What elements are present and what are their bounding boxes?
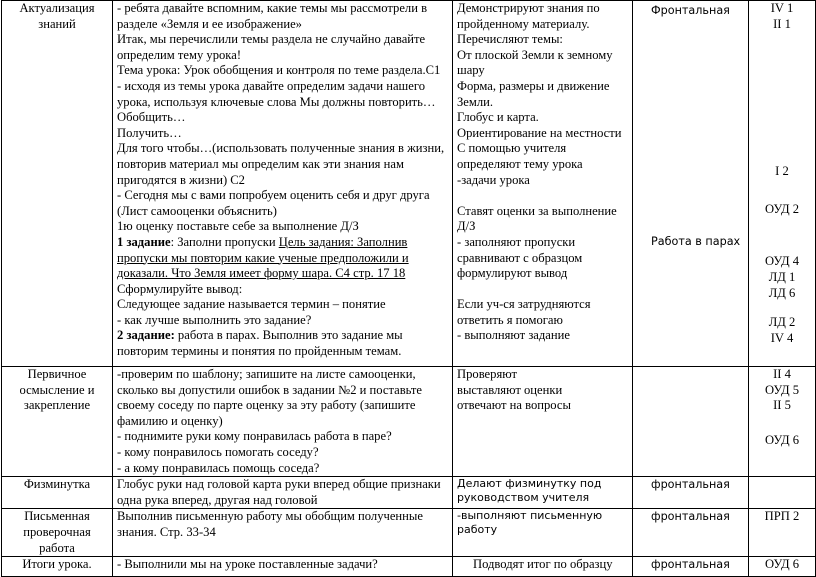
stage-label: Итоги урока. [22,557,92,572]
student-activity-cell [453,477,633,509]
stage-cell [2,477,113,509]
work-form-cell [633,557,749,577]
student-activity-cell [453,367,633,477]
student-line: С помощью учителя определяют тему урока [457,141,583,171]
student-line: Делают физминутку под руководством учителя [457,477,602,505]
table-row [2,557,816,577]
student-line: - заполняют пропуски сравнивают с образцом формулируют вывод [457,234,583,281]
teacher-line: Для того чтобы…(использовать полученные знания в жизни, повторив материал мы определим как эти знания нам пригодятся в жизни) С2 [117,141,445,187]
stage-label: Письменная проверочная работа [23,509,91,555]
result-code: II 4 [773,367,791,381]
result-code: ПРП 2 [764,509,800,524]
student-activity-cell [453,509,633,557]
work-form-label: Фронтальная [651,4,730,17]
teacher-line: - а кому понравилась помощь соседа? [117,460,320,475]
student-line: Форма, размеры и движение Земли. [457,78,610,109]
student-line: -задачи урока [457,172,530,187]
result-code: ОУД 5 [764,382,800,397]
teacher-line: - кому понравилось помогать соседу? [117,444,319,459]
teacher-line: - поднимите руки кому понравилась работа в паре? [117,429,392,444]
stage-cell [2,509,113,557]
result-code: II 5 [773,398,791,413]
results-cell [749,557,816,577]
stage-label: Первичное осмысление и закрепление [19,367,95,413]
teacher-line: Получить… [117,125,182,140]
result-code: ЛД 1 [768,269,796,284]
results-cell [749,367,816,477]
student-line: Демонстрируют знания по пройденному материалу. [457,1,600,31]
teacher-activity-cell [113,509,453,557]
student-line: Подводят итог по образцу [473,557,613,572]
table-row [2,367,816,477]
results-cell [749,1,816,367]
result-code: ОУД 2 [764,201,800,216]
teacher-line: 1ю оценку поставьте себе за выполнение Д/З [117,219,359,234]
result-code: II 1 [773,16,791,31]
result-code: ЛД 2 [768,315,796,330]
teacher-activity-cell [113,1,453,367]
teacher-line: - Выполнили мы на уроке поставленные задачи? [117,557,378,572]
teacher-line: -проверим по шаблону; запишите на листе самооценки, сколько вы допустили ошибок в задании №2 и поставьте своему соседу по парте оценку за эту работу (запишите фамилию и оценку) [117,367,423,428]
result-code: I 2 [775,164,789,179]
result-code: ОУД 6 [764,557,800,572]
result-code: IV 4 [770,330,794,345]
teacher-line: - Сегодня мы с вами попробуем оценить себя и друг друга (Лист самооценки объяснить) [117,188,430,218]
work-form-cell [633,367,749,477]
student-line: выставляют оценки [457,382,563,397]
work-form-label: Работа в парах [651,234,741,248]
student-line: Если уч-ся затрудняются ответить я помогаю [457,297,591,327]
student-activity-cell [453,1,633,367]
work-form-cell [633,1,749,367]
teacher-line: Итак, мы перечислили темы раздела не случайно давайте определим тему урока! [117,32,426,62]
task-1-text: : Заполни пропуски [170,234,279,249]
work-form-label: фронтальная [651,510,730,524]
task-1-paragraph [117,235,448,282]
spacer [457,282,628,298]
spacer [457,188,628,204]
stage-label: Актуализация знаний [19,1,95,31]
work-form-label: фронтальная [651,558,730,572]
student-line: Проверяют [457,367,517,381]
task-2-text: работа в парах. Выполнив это задание мы повторим термины и понятия по пройденным темам. [117,328,403,359]
teacher-line: Тема урока: Урок обобщения и контроля по теме раздела.С1 [117,63,441,78]
teacher-activity-cell [113,557,453,577]
stage-cell [2,557,113,577]
table-row [2,509,816,557]
stage-label: Физминутка [23,477,91,492]
student-line: отвечают на вопросы [457,398,571,413]
teacher-activity-cell [113,477,453,509]
table-row [2,1,816,367]
student-line: Ставят оценки за выполнение Д/З [457,203,617,234]
stage-cell [2,1,113,367]
task-2-paragraph [117,328,448,359]
teacher-line: - исходя из темы урока давайте определим задачи нашего урока, используя ключевые слова Мы должны повторить… Обобщить… [117,78,436,125]
task-1-goal: Цель задания: Заполнив пропуски мы повторим какие ученые предположили и доказали. Что Земля имеет форму шара. С4 стр. 17 18 [117,234,409,281]
teacher-line: Выполнив письменную работу мы обобщим полученные знания. Стр. 33-34 [117,509,423,539]
student-line: Глобус и карта. [457,110,539,125]
teacher-line: - как лучше выполнить это задание? [117,312,312,327]
lesson-plan-table [1,0,816,577]
result-code: ОУД 6 [764,432,800,447]
result-code: ЛД 6 [768,285,796,300]
student-line: -выполняют письменную работу [457,509,603,537]
teacher-line: Сформулируйте вывод: [117,281,243,296]
task-1-label: 1 задание [117,234,171,249]
results-cell [749,509,816,557]
stage-cell [2,367,113,477]
results-cell [749,477,816,509]
teacher-activity-cell [113,367,453,477]
student-activity-cell [453,557,633,577]
work-form-cell [633,477,749,509]
teacher-line: - ребята давайте вспомним, какие темы мы рассмотрели в разделе «Земля и ее изображение» [117,1,428,31]
teacher-line: Глобус руки над головой карта руки вперед общие признаки одна рука вперед, другая над головой [117,477,441,507]
teacher-line: Следующее задание называется термин – понятие [117,297,386,312]
student-line: - выполняют задание [457,328,570,343]
result-code: ОУД 4 [764,254,800,269]
table-row [2,477,816,509]
student-line: Ориентирование на местности [457,125,622,140]
task-2-label: 2 задание: [117,328,175,343]
work-form-cell [633,509,749,557]
result-code: IV 1 [770,1,794,15]
work-form-label: фронтальная [651,478,730,492]
student-line: От плоской Земли к земному шару [457,47,613,78]
student-line: Перечисляют темы: [457,32,563,47]
